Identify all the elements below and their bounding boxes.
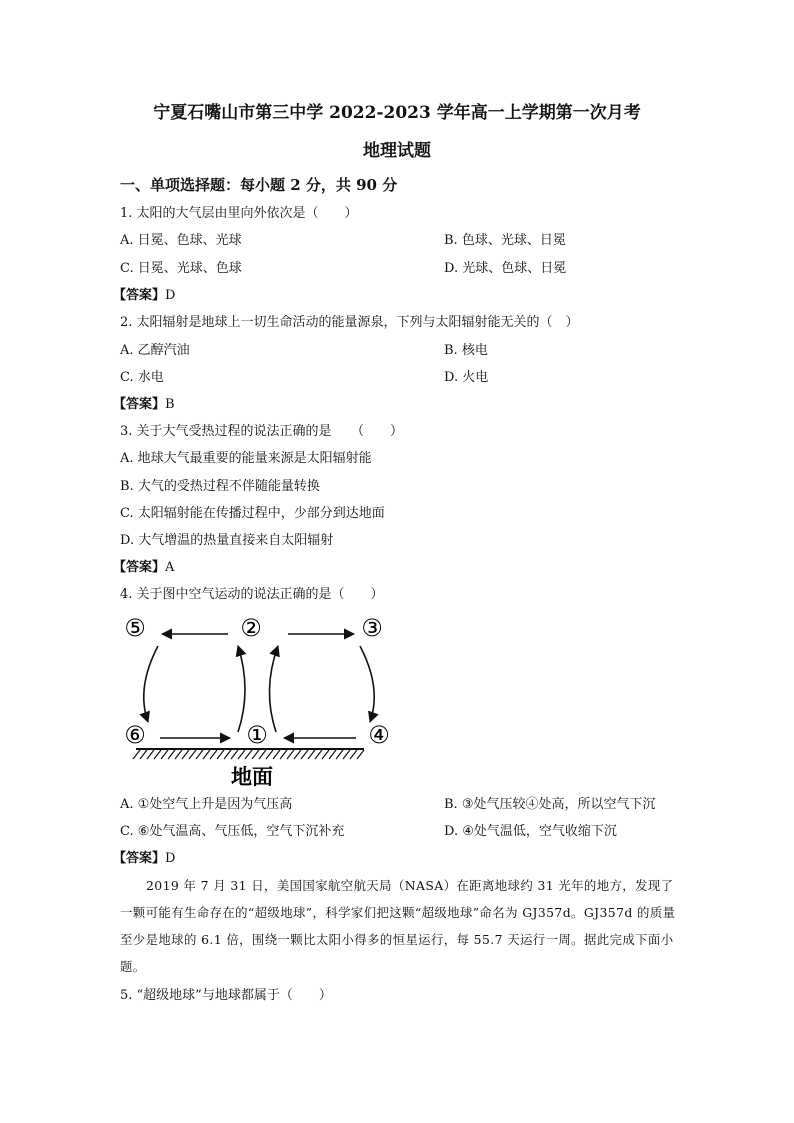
question-4-option-d: D. ④处气温低，空气收缩下沉 [444, 824, 617, 839]
label-circle-1: ① [246, 721, 268, 749]
question-1-option-d: D. 光球、色球、日冕 [444, 261, 567, 276]
exam-subject: 地理试题 [363, 141, 431, 161]
answer-tag: 【答案】 [113, 851, 166, 866]
question-4-option-b: B. ③处气压较④处高，所以空气下沉 [444, 797, 656, 812]
answer-tag: 【答案】 [113, 288, 166, 303]
question-4-option-c: C. ⑥处气温高、气压低，空气下沉补充 [120, 824, 345, 839]
question-1-option-b: B. 色球、光球、日冕 [444, 233, 566, 248]
exam-title: 宁夏石嘴山市第三中学 2022-2023 学年高一上学期第一次月考 [153, 103, 641, 123]
label-circle-2: ② [240, 614, 262, 642]
arrow-1-to-2-right [269, 646, 278, 732]
question-3-option-c: C. 太阳辐射能在传播过程中，少部分到达地面 [120, 506, 385, 521]
question-4-stem: 4. 关于图中空气运动的说法正确的是（ ） [120, 587, 384, 602]
question-3-option-d: D. 大气增温的热量直接来自太阳辐射 [120, 533, 334, 548]
reading-passage: 2019 年 7 月 31 日，美国国家航空航天局（NASA）在距离地球约 31 光年的地方，发现了一颗可能有生命存在的“超级地球”，科学家们把这颗“超级地球”命名为 GJ357d。GJ357d 的质量至少是地球的 6.1 倍，围绕一颗比太阳小得多的恒星运行，每 55.7 天运行一周。据此完成下面小题。 [120, 878, 676, 974]
answer-tag: 【答案】 [113, 397, 166, 412]
air-circulation-diagram [118, 610, 408, 792]
question-4-answer [113, 850, 175, 868]
label-circle-5: ⑤ [124, 614, 146, 642]
question-1-option-a: A. 日冕、色球、光球 [120, 233, 242, 248]
question-5-stem: 5. “超级地球”与地球都属于（ ） [120, 988, 332, 1003]
question-2-option-b: B. 核电 [444, 343, 488, 358]
question-2-option-d: D. 火电 [444, 370, 489, 385]
question-1-answer [113, 287, 175, 305]
answer-value: A [165, 560, 175, 575]
answer-value: D [165, 851, 176, 866]
question-1-option-c: C. 日冕、光球、色球 [120, 261, 242, 276]
label-circle-4: ④ [368, 721, 390, 749]
question-3-option-b: B. 大气的受热过程不伴随能量转换 [120, 479, 320, 494]
arrow-1-to-2-left [238, 646, 245, 732]
ground-hatching [133, 750, 364, 759]
question-3-stem: 3. 关于大气受热过程的说法正确的是 （ ） [120, 424, 404, 439]
answer-tag: 【答案】 [113, 560, 166, 575]
arrow-5-to-6 [144, 646, 158, 722]
answer-value: D [165, 288, 176, 303]
ground-label: 地面 [231, 765, 273, 789]
question-3-option-a: A. 地球大气最重要的能量来源是太阳辐射能 [120, 451, 372, 466]
question-4-option-a: A. ①处空气上升是因为气压高 [120, 797, 293, 812]
arrow-3-to-4 [360, 646, 374, 722]
answer-value: B [165, 397, 175, 412]
question-2-stem: 2. 太阳辐射是地球上一切生命活动的能量源泉，下列与太阳辐射能无关的（ ） [120, 315, 579, 330]
section-heading: 一、单项选择题：每小题 2 分，共 90 分 [120, 176, 398, 194]
label-circle-3: ③ [361, 614, 383, 642]
question-2-option-a: A. 乙醇汽油 [120, 343, 190, 358]
question-3-answer [113, 559, 174, 577]
label-circle-6: ⑥ [124, 721, 146, 749]
question-2-answer [113, 396, 175, 414]
question-2-option-c: C. 水电 [120, 370, 164, 385]
question-1-stem: 1. 太阳的大气层由里向外依次是（ ） [120, 206, 358, 221]
